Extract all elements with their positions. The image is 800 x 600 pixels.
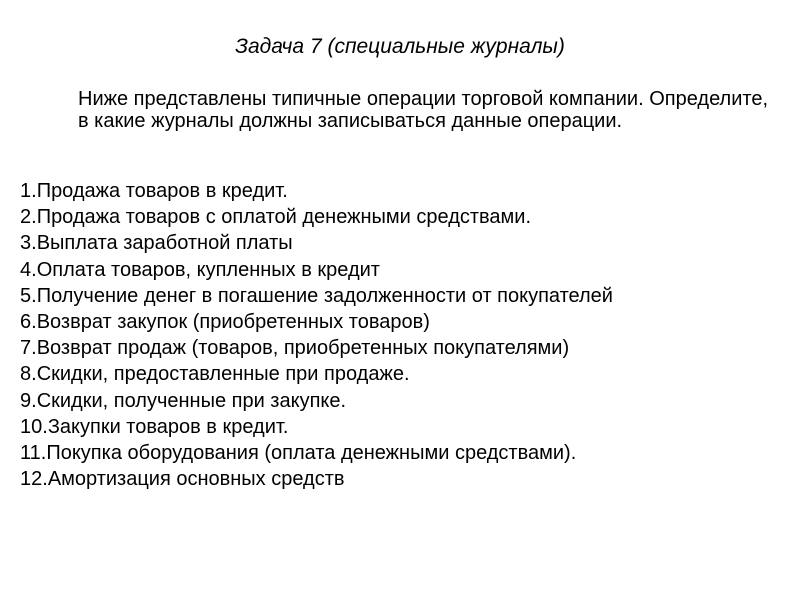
- operation-text: Оплата товаров, купленных в кредит: [36, 258, 380, 281]
- operation-text: Скидки, предоставленные при продаже.: [36, 363, 410, 386]
- operation-number: 7.: [20, 337, 37, 360]
- operation-item: [20, 204, 790, 230]
- operation-number: 5.: [20, 284, 37, 307]
- operation-item: [20, 309, 790, 335]
- operation-text: Возврат продаж (товаров, приобретенных покупателями): [36, 337, 570, 360]
- operation-text: Закупки товаров в кредит.: [47, 415, 289, 438]
- operation-number: 8.: [20, 363, 37, 386]
- operation-item: [20, 466, 790, 492]
- operation-item: [20, 257, 790, 283]
- operation-number: 12.: [20, 468, 48, 491]
- operation-item: [20, 361, 790, 387]
- operation-number: 4.: [20, 258, 37, 281]
- operation-item: [20, 414, 790, 440]
- operation-text: Покупка оборудования (оплата денежными средствами).: [46, 442, 577, 465]
- operation-text: Продажа товаров с оплатой денежными средствами.: [36, 206, 532, 229]
- operation-item: [20, 335, 790, 361]
- operation-item: [20, 178, 790, 204]
- operation-number: 11.: [20, 442, 47, 465]
- operation-number: 2.: [20, 206, 37, 229]
- task-intro: Ниже представлены типичные операции торговой компании. Определите, в какие журналы должны записываться данные операции.: [78, 88, 768, 132]
- operation-number: 9.: [20, 389, 37, 412]
- operation-number: 6.: [20, 311, 37, 334]
- operation-text: Получение денег в погашение задолженности от покупателей: [36, 284, 613, 307]
- operation-number: 3.: [20, 232, 37, 255]
- operation-number: 1.: [20, 180, 37, 202]
- operation-item: [20, 388, 790, 414]
- operation-text: Продажа товаров в кредит.: [36, 180, 288, 202]
- operation-text: Амортизация основных средств: [47, 468, 345, 491]
- operation-item: [20, 283, 790, 309]
- operations-list: [20, 178, 790, 492]
- operation-number: 10.: [20, 415, 48, 438]
- slide-title: Задача 7 (специальные журналы): [235, 35, 565, 58]
- operation-text: Возврат закупок (приобретенных товаров): [36, 311, 430, 334]
- operation-item: [20, 440, 790, 466]
- operation-item: [20, 230, 790, 256]
- operation-text: Скидки, полученные при закупке.: [36, 389, 347, 412]
- operation-text: Выплата заработной платы: [36, 232, 293, 255]
